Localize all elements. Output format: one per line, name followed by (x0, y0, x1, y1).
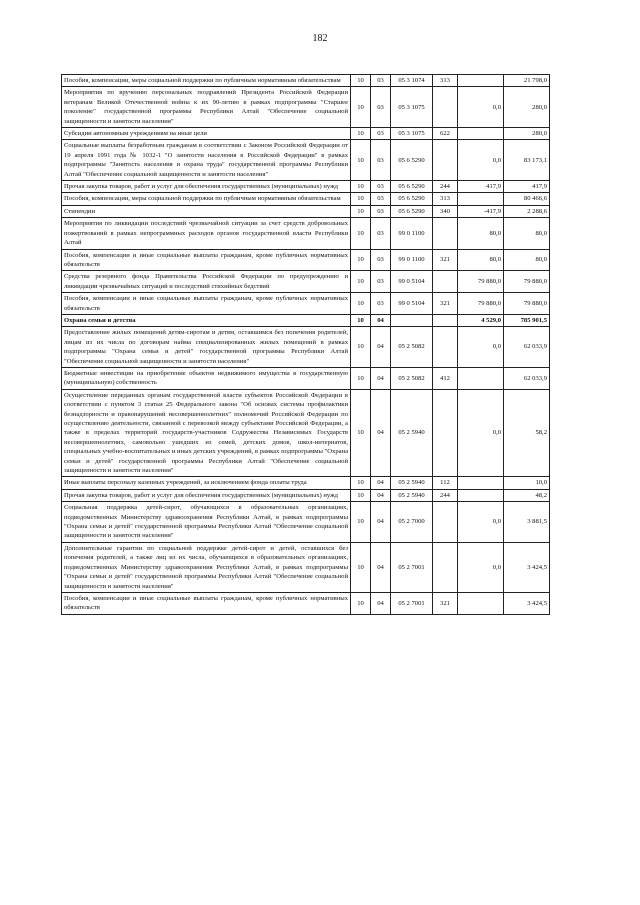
row-name: Средства резервного фонда Правительства Российской Федерации по предупреждению и ликвидации чрезвычайных ситуаций и последствий стихийных бедствий (62, 271, 351, 293)
row-amount-total: 2 288,6 (504, 205, 550, 217)
row-amount-total: 48,2 (504, 489, 550, 501)
row-amount-change: 0,0 (458, 87, 504, 128)
row-section-code: 10 (351, 592, 371, 614)
row-expense-type-code: 321 (433, 293, 458, 315)
row-name: Мероприятия по ликвидации последствий чрезвычайной ситуации за счет средств добровольных пожертвований в рамках непрограммных расходов органов государственной власти Республики Алтай (62, 218, 351, 249)
table-row (62, 181, 550, 193)
row-subsection-code: 04 (371, 489, 391, 501)
row-amount-change: -417,9 (458, 205, 504, 217)
row-expense-type-code (433, 389, 458, 477)
row-target-article-code: 99 0 5104 (391, 271, 433, 293)
row-section-code: 10 (351, 502, 371, 543)
row-subsection-code: 03 (371, 140, 391, 181)
row-expense-type-code (433, 271, 458, 293)
row-target-article-code: 05 2 5940 (391, 389, 433, 477)
row-amount-change: 0,0 (458, 389, 504, 477)
row-target-article-code: 05 2 5082 (391, 367, 433, 389)
row-expense-type-code (433, 327, 458, 368)
row-amount-change (458, 75, 504, 87)
row-section-code: 10 (351, 181, 371, 193)
table-row (62, 592, 550, 614)
row-target-article-code: 99 0 5104 (391, 293, 433, 315)
row-name: Иные выплаты персоналу казенных учреждений, за исключением фонда оплаты труда (62, 477, 351, 489)
row-amount-total: 79 880,0 (504, 293, 550, 315)
table-row (62, 75, 550, 87)
row-subsection-code: 04 (371, 389, 391, 477)
row-target-article-code (391, 314, 433, 326)
row-subsection-code: 04 (371, 502, 391, 543)
row-amount-change (458, 489, 504, 501)
row-amount-total: 3 424,5 (504, 542, 550, 592)
row-amount-change: 0,0 (458, 502, 504, 543)
row-name: Пособия, компенсации, меры социальной поддержки по публичным нормативным обязательствам (62, 193, 351, 205)
row-subsection-code: 03 (371, 87, 391, 128)
row-expense-type-code: 622 (433, 128, 458, 140)
row-amount-change (458, 193, 504, 205)
row-subsection-code: 03 (371, 218, 391, 249)
row-target-article-code: 99 0 1100 (391, 249, 433, 271)
row-section-code: 10 (351, 75, 371, 87)
row-name: Стипендии (62, 205, 351, 217)
row-amount-change (458, 477, 504, 489)
row-subsection-code: 03 (371, 205, 391, 217)
row-amount-total: 3 424,5 (504, 592, 550, 614)
row-amount-change: 4 529,0 (458, 314, 504, 326)
row-amount-change: 0,0 (458, 140, 504, 181)
row-expense-type-code (433, 140, 458, 181)
row-target-article-code: 05 6 5290 (391, 193, 433, 205)
row-subsection-code: 03 (371, 271, 391, 293)
row-section-code: 10 (351, 218, 371, 249)
table-row (62, 314, 550, 326)
row-amount-total: 80,0 (504, 218, 550, 249)
row-subsection-code: 04 (371, 327, 391, 368)
table-row (62, 205, 550, 217)
row-target-article-code: 05 6 5290 (391, 205, 433, 217)
row-target-article-code: 05 3 1074 (391, 75, 433, 87)
table-row (62, 327, 550, 368)
row-name: Пособия, компенсации и иные социальные выплаты гражданам, кроме публичных нормативных обязательств (62, 249, 351, 271)
table-row (62, 249, 550, 271)
row-amount-change: 80,0 (458, 249, 504, 271)
row-target-article-code: 05 6 5290 (391, 140, 433, 181)
row-target-article-code: 05 2 5940 (391, 489, 433, 501)
row-subsection-code: 04 (371, 314, 391, 326)
row-amount-change: 80,0 (458, 218, 504, 249)
row-expense-type-code: 244 (433, 181, 458, 193)
table-row (62, 489, 550, 501)
row-amount-total: 80 466,6 (504, 193, 550, 205)
row-amount-change: 0,0 (458, 542, 504, 592)
row-section-code: 10 (351, 271, 371, 293)
table-row (62, 477, 550, 489)
row-name: Охрана семьи и детства (62, 314, 351, 326)
row-name: Пособия, компенсации и иные социальные выплаты гражданам, кроме публичных нормативных обязательств (62, 293, 351, 315)
row-expense-type-code (433, 87, 458, 128)
row-section-code: 10 (351, 489, 371, 501)
row-name: Субсидии автономным учреждениям на иные цели (62, 128, 351, 140)
row-target-article-code: 99 0 1100 (391, 218, 433, 249)
row-section-code: 10 (351, 249, 371, 271)
table-row (62, 367, 550, 389)
row-section-code: 10 (351, 477, 371, 489)
row-expense-type-code (433, 502, 458, 543)
table-row (62, 128, 550, 140)
row-name: Прочая закупка товаров, работ и услуг для обеспечения государственных (муниципальных) нужд (62, 181, 351, 193)
row-expense-type-code: 412 (433, 367, 458, 389)
row-section-code: 10 (351, 205, 371, 217)
row-section-code: 10 (351, 193, 371, 205)
row-section-code: 10 (351, 542, 371, 592)
row-target-article-code: 05 2 7001 (391, 542, 433, 592)
row-amount-total: 280,0 (504, 128, 550, 140)
row-amount-total: 280,0 (504, 87, 550, 128)
row-expense-type-code: 112 (433, 477, 458, 489)
row-subsection-code: 03 (371, 128, 391, 140)
row-name: Предоставление жилых помещений детям-сиротам и детям, оставшимся без попечения родителей, лицам из их числа по договорам найма специализированных жилых помещений в рамках подпрограммы "Охрана семьи и детей" государственной программы Республики Алтай "Обеспечение социальной защищенности и занятости населения" (62, 327, 351, 368)
row-target-article-code: 05 3 1075 (391, 87, 433, 128)
row-target-article-code: 05 2 7000 (391, 502, 433, 543)
row-amount-total: 417,9 (504, 181, 550, 193)
row-amount-change: 79 880,0 (458, 271, 504, 293)
row-amount-total: 62 033,9 (504, 327, 550, 368)
row-expense-type-code: 340 (433, 205, 458, 217)
row-amount-total: 785 901,5 (504, 314, 550, 326)
row-subsection-code: 04 (371, 367, 391, 389)
row-amount-total: 10,0 (504, 477, 550, 489)
table-row (62, 140, 550, 181)
row-subsection-code: 03 (371, 293, 391, 315)
row-expense-type-code: 313 (433, 75, 458, 87)
row-section-code: 10 (351, 314, 371, 326)
row-amount-change (458, 128, 504, 140)
row-amount-total: 79 880,0 (504, 271, 550, 293)
row-amount-total: 21 798,0 (504, 75, 550, 87)
table-row (62, 193, 550, 205)
table-row (62, 293, 550, 315)
budget-table (61, 74, 550, 615)
row-expense-type-code: 244 (433, 489, 458, 501)
row-amount-total: 3 881,5 (504, 502, 550, 543)
table-row (62, 271, 550, 293)
row-expense-type-code: 321 (433, 592, 458, 614)
row-amount-change (458, 592, 504, 614)
table-row (62, 502, 550, 543)
row-amount-change: 0,0 (458, 327, 504, 368)
table-row (62, 542, 550, 592)
row-target-article-code: 05 2 5082 (391, 327, 433, 368)
table-row (62, 389, 550, 477)
row-target-article-code: 05 2 7001 (391, 592, 433, 614)
row-expense-type-code (433, 314, 458, 326)
row-expense-type-code: 321 (433, 249, 458, 271)
row-section-code: 10 (351, 367, 371, 389)
row-section-code: 10 (351, 327, 371, 368)
page-number: 182 (312, 33, 328, 44)
row-name: Бюджетные инвестиции на приобретение объектов недвижимого имущества в государственную (муниципальную) собственность (62, 367, 351, 389)
row-subsection-code: 03 (371, 181, 391, 193)
row-name: Социальная поддержка детей-сирот, обучающихся в образовательных организациях, подведомственных Министерству здравоохранения Республики Алтай, в рамках подпрограммы "Охрана семьи и детей" государственной программы Республики Алтай "Обеспечение социальной защищенности и занятости населения" (62, 502, 351, 543)
row-amount-change (458, 367, 504, 389)
row-subsection-code: 03 (371, 249, 391, 271)
row-amount-total: 80,0 (504, 249, 550, 271)
row-section-code: 10 (351, 140, 371, 181)
row-target-article-code: 05 2 5940 (391, 477, 433, 489)
row-target-article-code: 05 3 1075 (391, 128, 433, 140)
row-subsection-code: 03 (371, 193, 391, 205)
row-amount-total: 83 173,1 (504, 140, 550, 181)
row-amount-change: 79 880,0 (458, 293, 504, 315)
row-name: Прочая закупка товаров, работ и услуг для обеспечения государственных (муниципальных) нужд (62, 489, 351, 501)
row-section-code: 10 (351, 87, 371, 128)
row-name: Пособия, компенсации и иные социальные выплаты гражданам, кроме публичных нормативных обязательств (62, 592, 351, 614)
row-subsection-code: 04 (371, 592, 391, 614)
row-name: Осуществление переданных органам государственной власти субъектов Российской Федерации в соответствии с пунктом 3 статьи 25 Федерального закона "Об основах системы профилактики безнадзорности и правонарушений несовершеннолетних" полномочий Российской Федерации по осуществлению деятельности, связанной с перевозкой между субъектами Российской Федерации, а также в пределах территорий государств-участников Содружества Независимых Государств несовершеннолетних, самовольно ушедших из семей, детских домов, школ-интернатов, специальных учебно-воспитательных и иных детских учреждений, в рамках подпрограммы "Охрана семьи и детей" государственной программы Республики Алтай "Обеспечение социальной защищенности и занятости населения" (62, 389, 351, 477)
row-name: Социальные выплаты безработным гражданам в соответствии с Законом Российской Федерации от 19 апреля 1991 года № 1032-1 "О занятости населения в Российской Федерации" в рамках подпрограммы "Занятость населения и охрана труда" государственной программы Республики Алтай "Обеспечение социальной защищенности и занятости населения" (62, 140, 351, 181)
table-row (62, 87, 550, 128)
row-subsection-code: 04 (371, 542, 391, 592)
row-subsection-code: 03 (371, 75, 391, 87)
row-amount-total: 58,2 (504, 389, 550, 477)
row-amount-change: 417,9 (458, 181, 504, 193)
row-section-code: 10 (351, 128, 371, 140)
row-amount-total: 62 033,9 (504, 367, 550, 389)
row-expense-type-code (433, 218, 458, 249)
row-name: Мероприятия по вручению персональных поздравлений Президента Российской Федерации ветеранам Великой Отечественной войны к их 90-летию в рамках подпрограммы "Старшее поколение" государственной программы Республики Алтай "Обеспечение социальной защищенности и занятости населения" (62, 87, 351, 128)
row-name: Дополнительные гарантии по социальной поддержке детей-сирот и детей, оставшихся без попечения родителей, а также лиц из их числа, обучающихся в образовательных организациях, подведомственных Министерству здравоохранения Республики Алтай, в рамках подпрограммы "Охрана семьи и детей" государственной программы Республики Алтай "Обеспечение социальной защищенности и занятости населения" (62, 542, 351, 592)
row-target-article-code: 05 6 5290 (391, 181, 433, 193)
row-name: Пособия, компенсации, меры социальной поддержки по публичным нормативным обязательствам (62, 75, 351, 87)
row-subsection-code: 04 (371, 477, 391, 489)
row-expense-type-code: 313 (433, 193, 458, 205)
table-row (62, 218, 550, 249)
row-expense-type-code (433, 542, 458, 592)
row-section-code: 10 (351, 293, 371, 315)
row-section-code: 10 (351, 389, 371, 477)
table-body (62, 75, 550, 615)
